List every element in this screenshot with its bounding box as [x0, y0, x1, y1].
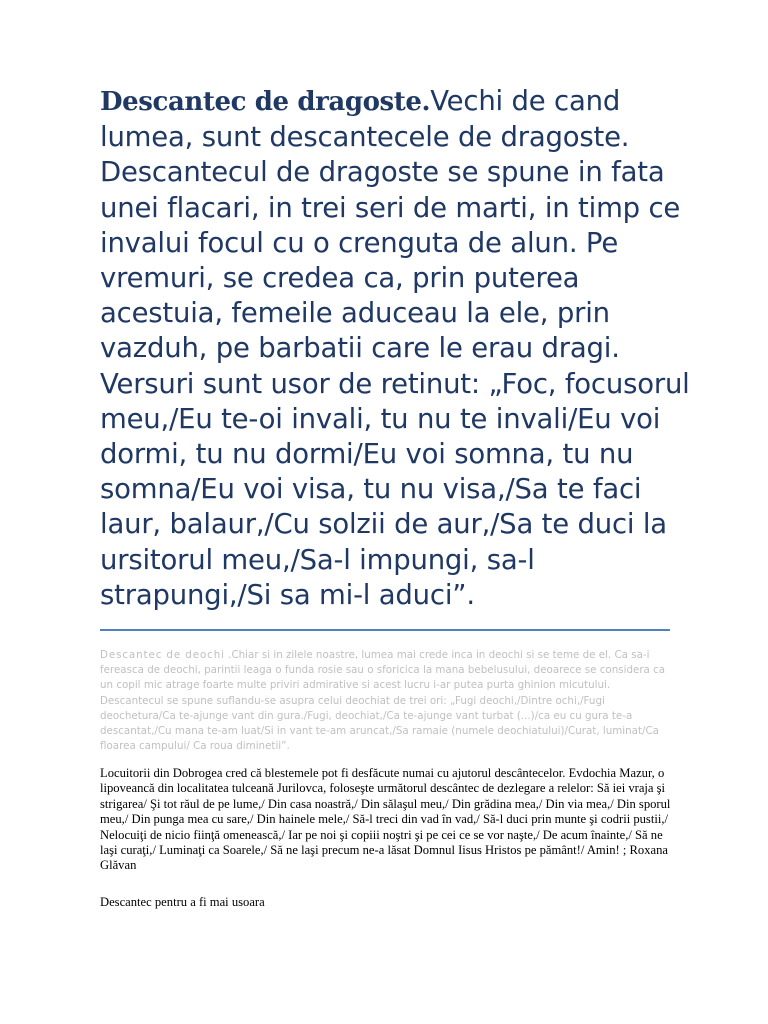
love-charm-paragraph: [100, 84, 690, 613]
evil-eye-paragraph: [100, 648, 675, 754]
dobrogea-paragraph: Locuitorii din Dobrogea cred că blestemele pot fi desfăcute numai cu ajutorul descântecelor. Evdochia Mazur, o lipoveancă din localitatea tulceană Jurilovca, foloseşte următorul descântec de dezlegare a relelor: Să iei vraja şi strigarea/ Şi tot răul de pe lume,/ Din casa noastră,/ Din sălaşul meu,/ Din grădina mea,/ Din via mea,/ Din sporul meu,/ Din punga mea cu sare,/ Din hainele mele,/ Să-l treci din vad în vad,/ Să-l duci prin munte şi codrii pustii,/ Nelocuiţi de nicio fiinţă omenească,/ Iar pe noi şi copiii noştri şi pe cei ce se vor naşte,/ De acum înainte,/ Să ne laşi curaţi,/ Luminaţi ca Soarele,/ Să ne laşi precum ne-a lăsat Domnul Iisus Hristos pe pământ!/ Amin! ; Roxana Glăvan: [100, 766, 671, 873]
love-charm-text: Vechi de cand lumea, sunt descantecele de dragoste. Descantecul de dragoste se spune in fata unei flacari, in trei seri de marti, in timp ce invalui focul cu o crenguta de alun. Pe vremuri, se credea ca, prin puterea acestuia, femeile aduceau la ele, prin vazduh, pe barbatii care le erau dragi. Versuri sunt usor de retinut: „Foc, focusorul meu,/Eu te-oi invali, tu nu te invali/Eu voi dormi, tu nu dormi/Eu voi somna, tu nu somna/Eu voi visa, tu nu visa,/Sa te faci laur, balaur,/Cu solzii de aur,/Sa te duci la ursitorul meu,/Sa-l impungi, sa-l strapungi,/Si sa mi-l aduci”.: [100, 85, 690, 611]
love-charm-heading: Descantec de dragoste.: [100, 87, 431, 117]
evil-eye-text: .Chiar si in zilele noastre, lumea mai crede inca in deochi si se teme de el. Ca sa-i fereasca de deochi, parintii leaga o funda rosie sau o sforicica la mana bebelusului, deoarece se considera ca un copil mic atrage foarte multe priviri admirative si acest lucru i-ar putea purta ghinion micutului. Descantecul se spune suflandu-se asupra celui deochiat de trei ori: „Fugi deochi,/Dintre ochi,/Fugi deochetura/Ca te-ajunge vant din gura./Fugi, deochiat,/Ca te-ajunge vant turbat (...)/ca eu cu gura te-a descantat,/Cu mana te-am luat/Si in vant te-am aruncat,/Sa ramaie (numele deochiatului)/Curat, luminat/Ca floarea campului/ Ca roua diminetii”.: [100, 649, 666, 753]
title-divider: [100, 629, 670, 631]
evil-eye-heading: Descantec de deochi: [100, 649, 225, 661]
lighter-charm-heading: Descantec pentru a fi mai usoara: [100, 895, 265, 909]
